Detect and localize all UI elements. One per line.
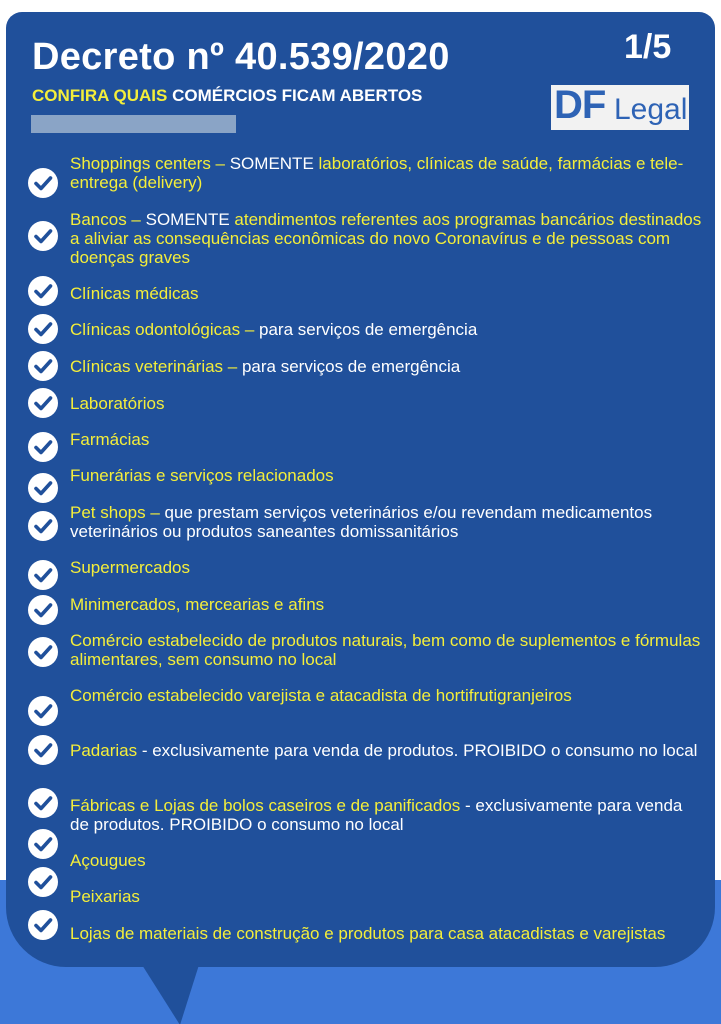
subtitle — [32, 86, 422, 106]
item-text: Shoppings centers – SOMENTE laboratórios, clínicas de saúde, farmácias e tele-entrega (delivery) — [70, 154, 684, 192]
item-text: Fábricas e Lojas de bolos caseiros e de panificados - exclusivamente para venda de produtos. PROIBIDO o consumo no local — [70, 796, 683, 834]
item-text: Lojas de materiais de construção e produtos para casa atacadistas e varejistas — [70, 924, 666, 943]
item-text: Funerárias e serviços relacionados — [70, 466, 334, 485]
checkmark-icon — [28, 276, 58, 306]
item-text: Bancos – SOMENTE atendimentos referentes aos programas bancários destinados a aliviar as consequências econômicas do novo Coronavírus e de pessoas com doenças graves — [70, 210, 702, 267]
checkmark-icon — [28, 560, 58, 590]
divider-bar — [31, 115, 236, 133]
item-text: Clínicas médicas — [70, 284, 199, 303]
checkmark-icon — [28, 867, 58, 897]
speech-bubble-tail — [120, 930, 210, 1024]
checkmark-icon — [28, 735, 58, 765]
item-text: Supermercados — [70, 558, 191, 577]
checkmark-icon — [28, 221, 58, 251]
logo-df-text: DF — [554, 83, 606, 127]
checkmark-icon — [28, 473, 58, 503]
page-title: Decreto nº 40.539/2020 — [32, 36, 450, 78]
item-text: Comércio estabelecido de produtos naturais, bem como de suplementos e fórmulas alimentares, sem consumo no local — [70, 631, 701, 669]
item-text: Farmácias — [70, 430, 150, 449]
checkmark-icon — [28, 696, 58, 726]
item-text: Pet shops – que prestam serviços veterinários e/ou revendam medicamentos veterinários ou produtos saneantes domissanitários — [70, 503, 653, 541]
item-text: Clínicas veterinárias – para serviços de emergência — [70, 357, 461, 376]
checkmark-icon — [28, 432, 58, 462]
checkmark-icon — [28, 168, 58, 198]
item-text: Minimercados, mercearias e afins — [70, 595, 325, 614]
item-text: Laboratórios — [70, 394, 165, 413]
subtitle-highlight: CONFIRA QUAIS — [32, 86, 168, 105]
checkmark-icon — [28, 829, 58, 859]
checkmark-icon — [28, 351, 58, 381]
checkmark-icon — [28, 388, 58, 418]
item-text: Comércio estabelecido varejista e atacadista de hortifrutigranjeiros — [70, 686, 572, 705]
item-text: Padarias - exclusivamente para venda de produtos. PROIBIDO o consumo no local — [70, 741, 698, 760]
df-legal-logo — [551, 85, 689, 130]
checkmark-icon — [28, 595, 58, 625]
page-indicator: 1/5 — [624, 28, 672, 66]
logo-legal-text: Legal — [614, 93, 688, 126]
subtitle-rest: COMÉRCIOS FICAM ABERTOS — [167, 86, 423, 105]
checkmark-icon — [28, 910, 58, 940]
checkmark-icon — [28, 314, 58, 344]
checkmark-icon — [28, 637, 58, 667]
item-text: Peixarias — [70, 887, 140, 906]
item-text: Clínicas odontológicas – para serviços de emergência — [70, 320, 478, 339]
checkmark-icon — [28, 511, 58, 541]
item-text: Açougues — [70, 851, 146, 870]
checkmark-icon — [28, 788, 58, 818]
